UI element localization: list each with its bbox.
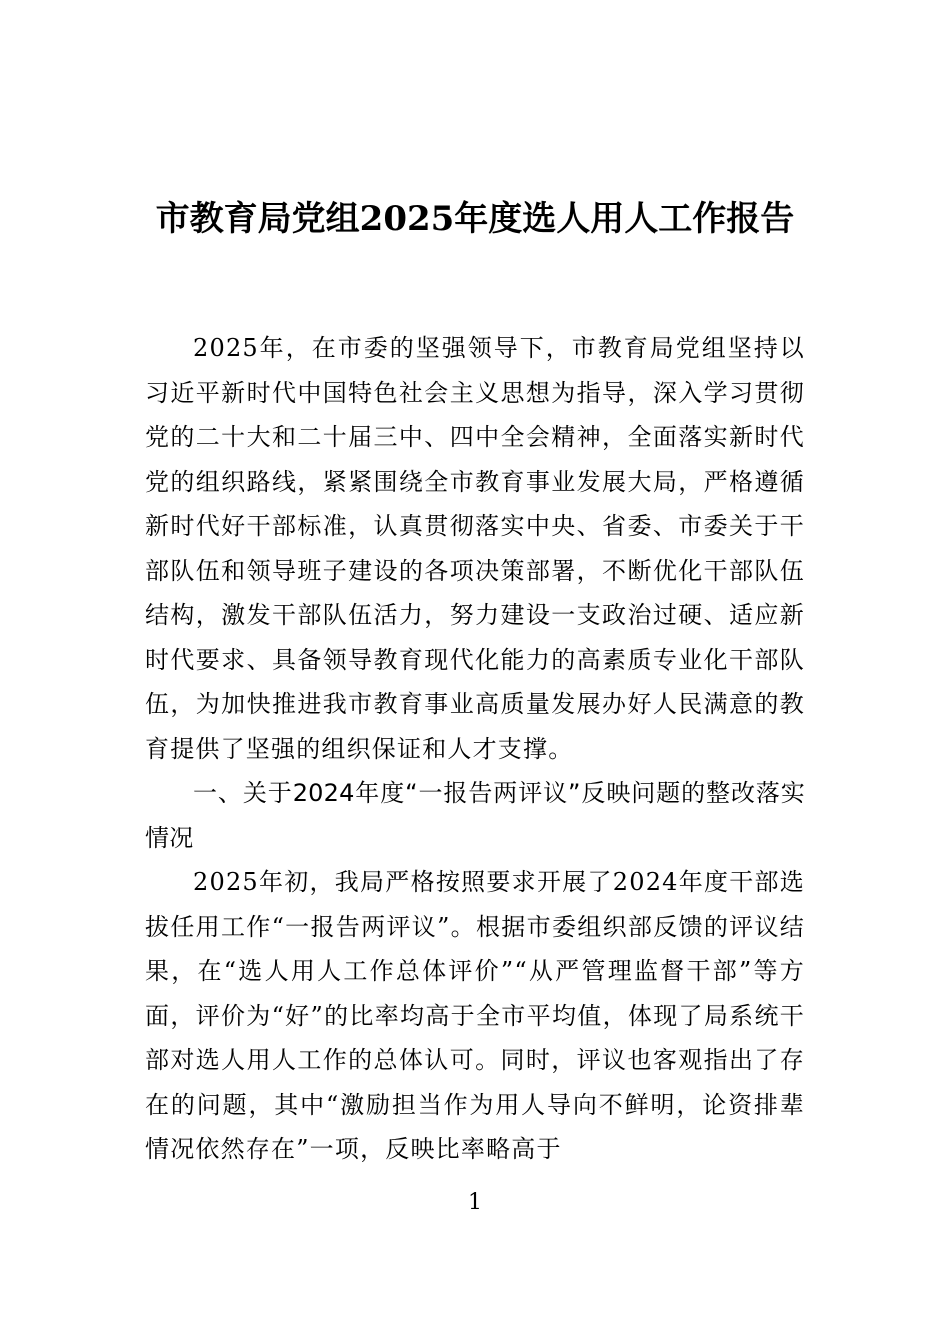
intro-paragraph: 2025年，在市委的坚强领导下，市教育局党组坚持以习近平新时代中国特色社会主义思想为指导，深入学习贯彻党的二十大和二十届三中、四中全会精神，全面落实新时代党的组织路线，紧紧围绕全市教育事业发展大局，严格遵循新时代好干部标准，认真贯彻落实中央、省委、市委关于干部队伍和领导班子建设的各项决策部署，不断优化干部队伍结构，激发干部队伍活力，努力建设一支政治过硬、适应新时代要求、具备领导教育现代化能力的高素质专业化干部队伍，为加快推进我市教育事业高质量发展办好人民满意的教育提供了坚强的组织保证和人才支撑。 [145,334,805,763]
document-title: 市教育局党组2025年度选人用人工作报告 [155,199,795,239]
document-body [145,326,805,1172]
section-1-paragraph: 2025年初，我局严格按照要求开展了2024年度干部选拔任用工作“一报告两评议”。根据市委组织部反馈的评议结果，在“选人用人工作总体评价”“从严管理监督干部”等方面，评价为“好”的比率均高于全市平均值，体现了局系统干部对选人用人工作的总体认可。同时，评议也客观指出了存在的问题，其中“激励担当作为用人导向不鲜明，论资排辈情况依然存在”一项，反映比率略高于 [145,868,805,1163]
page-number: 1 [468,1190,482,1215]
section-1-heading: 一、关于2024年度“一报告两评议”反映问题的整改落实情况 [145,779,805,852]
